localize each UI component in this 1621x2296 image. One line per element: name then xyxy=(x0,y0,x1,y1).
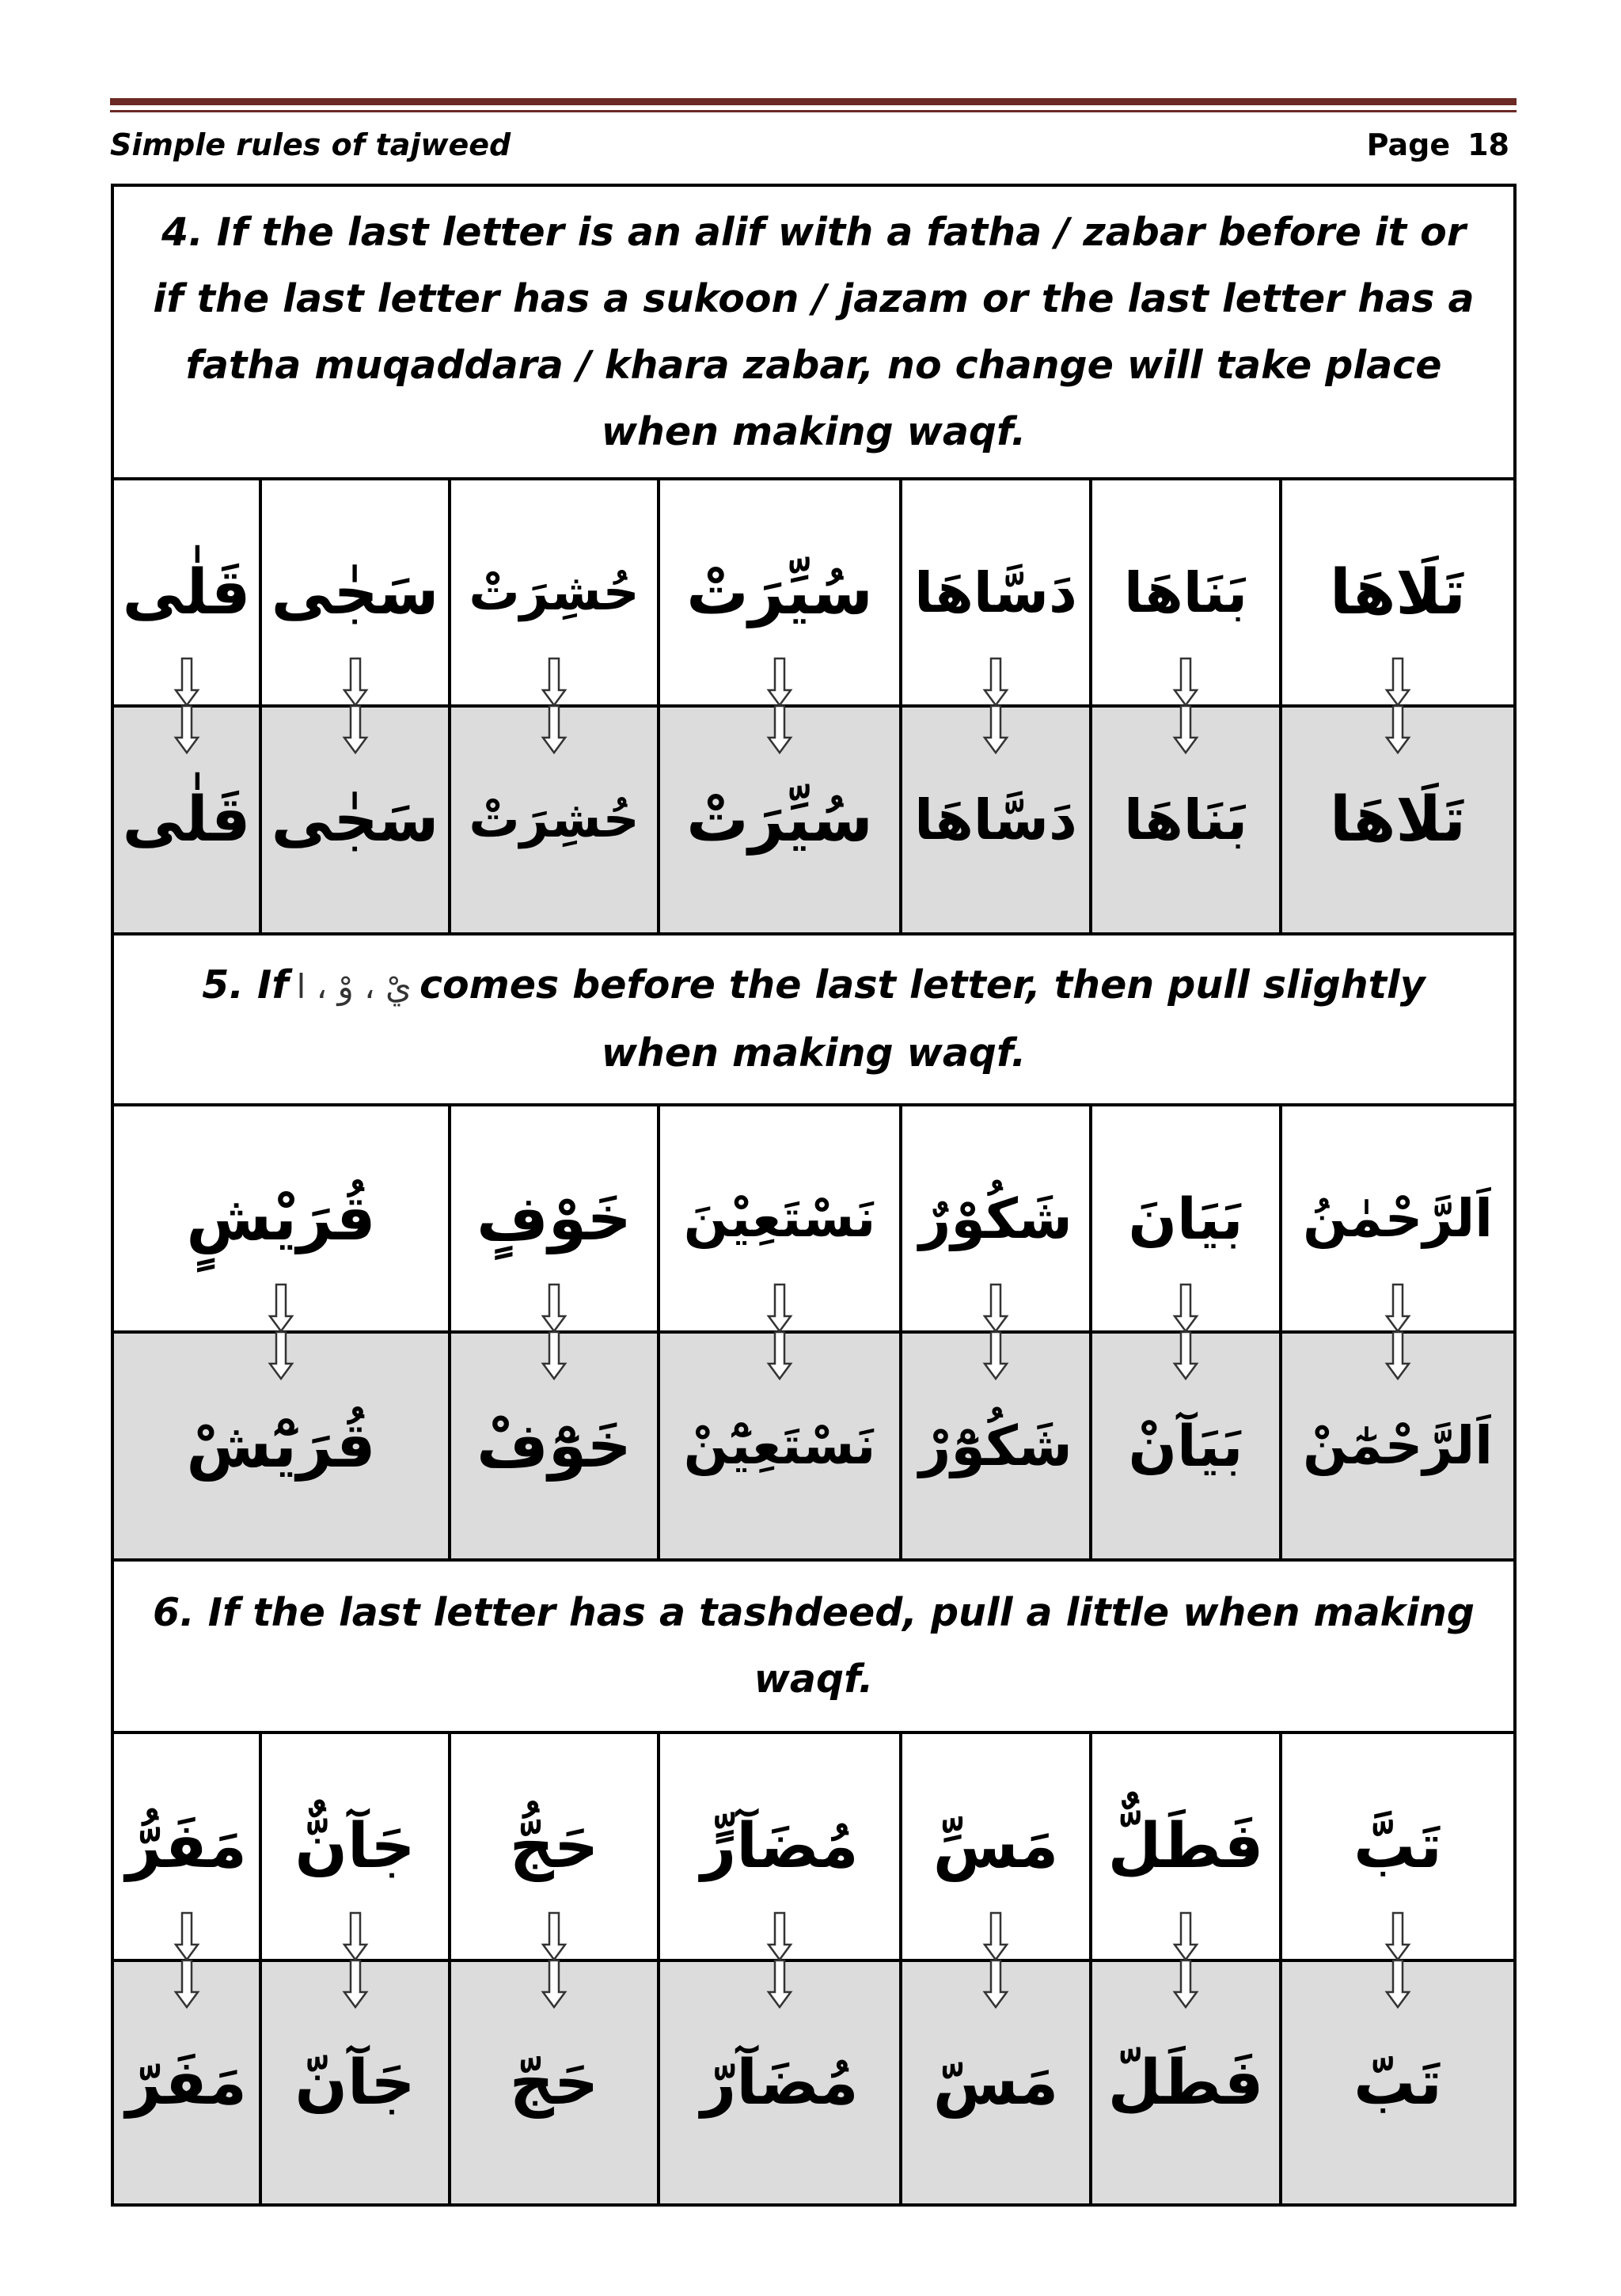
down-arrow-icon xyxy=(766,1959,793,2009)
arabic-word: شَكُوْرٌ xyxy=(919,1186,1072,1251)
arabic-word: حُشِرَتْ xyxy=(469,563,640,622)
down-arrow-icon xyxy=(982,1911,1009,1962)
arabic-word: مَفَرّ xyxy=(126,2047,247,2119)
down-arrow-icon xyxy=(268,1330,294,1381)
rule-5-heading xyxy=(114,932,1513,1106)
document-title: Simple rules of tajweed xyxy=(110,127,511,162)
arabic-word: دَسَّاهَا xyxy=(914,787,1077,852)
down-arrow-icon xyxy=(268,1283,294,1334)
word-cell xyxy=(660,708,902,932)
down-arrow-icon xyxy=(766,657,793,708)
long-vowel-letters: يْ ، وْ ، ا xyxy=(296,967,412,1006)
down-arrow-icon xyxy=(982,1283,1009,1334)
word-cell xyxy=(902,480,1092,704)
arabic-word: فَطَلٌّ xyxy=(1107,1811,1264,1882)
rule-5-examples-before xyxy=(114,1106,1513,1334)
word-cell xyxy=(114,1106,451,1330)
arabic-word: نَسْتَعِيْٓنْ xyxy=(683,1415,876,1476)
rule-4-heading: 4. If the last letter is an alif with a fatha / zabar before it or if the last letter has a sukoon / jazam or the last letter has a fatha muqaddara / khara zabar, no change will take place when making waqf. xyxy=(114,187,1513,480)
page-indicator xyxy=(1367,124,1509,165)
arabic-word: حَجُّ xyxy=(509,1811,599,1882)
word-cell xyxy=(451,1106,660,1330)
arabic-word: نَسْتَعِيْنَ xyxy=(683,1187,876,1249)
arabic-word: بَنَاهَا xyxy=(1124,787,1247,852)
arabic-word: اَلرَّحْمٰنُ xyxy=(1303,1187,1493,1249)
down-arrow-icon xyxy=(541,657,568,708)
arabic-word: بَيَانَ xyxy=(1128,1185,1243,1252)
down-arrow-icon xyxy=(1172,1911,1199,1962)
down-arrow-icon xyxy=(982,657,1009,708)
down-arrow-icon xyxy=(1172,1283,1199,1334)
down-arrow-icon xyxy=(766,704,793,755)
rule-4-examples-after xyxy=(114,708,1513,932)
word-cell xyxy=(114,1334,451,1558)
word-cell xyxy=(114,1734,262,1959)
down-arrow-icon xyxy=(1172,657,1199,708)
word-cell xyxy=(660,1734,902,1959)
word-cell xyxy=(1092,1734,1282,1959)
arabic-word: بَيَآنْ xyxy=(1128,1413,1243,1479)
word-cell xyxy=(262,1962,451,2203)
arabic-word: تَبَّ xyxy=(1353,1811,1442,1882)
word-cell xyxy=(114,1962,262,2203)
down-arrow-icon xyxy=(1172,1959,1199,2009)
word-cell xyxy=(262,1734,451,1959)
arabic-word: تَلَاهَا xyxy=(1330,784,1466,856)
arabic-word: مَفَرُّ xyxy=(126,1811,247,1882)
word-cell xyxy=(1092,1962,1282,2203)
word-cell xyxy=(1282,708,1513,932)
arabic-word: تَبّ xyxy=(1353,2047,1442,2119)
arabic-word: مَسِّ xyxy=(932,1811,1059,1882)
word-cell xyxy=(660,1334,902,1558)
down-arrow-icon xyxy=(342,657,369,708)
word-cell xyxy=(451,1962,660,2203)
arabic-word: شَكُوْٓرْ xyxy=(919,1414,1072,1478)
word-cell xyxy=(660,480,902,704)
down-arrow-icon xyxy=(982,704,1009,755)
down-arrow-icon xyxy=(541,1330,568,1381)
word-cell xyxy=(1282,480,1513,704)
down-arrow-icon xyxy=(766,1911,793,1962)
arabic-word: قُرَيْشٍ xyxy=(186,1182,376,1254)
header-rule-thin xyxy=(110,110,1517,112)
word-cell xyxy=(902,1334,1092,1558)
rule-4-examples-before xyxy=(114,480,1513,708)
arabic-word: سُيِّرَتْ xyxy=(686,556,873,628)
word-cell xyxy=(262,708,451,932)
word-cell xyxy=(262,480,451,704)
word-cell xyxy=(1282,1734,1513,1959)
arabic-word: مَسّ xyxy=(932,2047,1059,2119)
down-arrow-icon xyxy=(1384,1283,1411,1334)
down-arrow-icon xyxy=(541,1959,568,2009)
arabic-word: اَلرَّحْمٰٓنْ xyxy=(1303,1415,1493,1476)
page-label: Page xyxy=(1366,127,1451,162)
word-cell xyxy=(902,1962,1092,2203)
down-arrow-icon xyxy=(342,1959,369,2009)
word-cell xyxy=(1092,708,1282,932)
down-arrow-icon xyxy=(173,1911,200,1962)
down-arrow-icon xyxy=(342,704,369,755)
down-arrow-icon xyxy=(766,1330,793,1381)
word-cell xyxy=(1092,1334,1282,1558)
arabic-word: جَآنٌّ xyxy=(294,1811,416,1882)
word-cell xyxy=(451,708,660,932)
word-cell xyxy=(1092,1106,1282,1330)
down-arrow-icon xyxy=(982,1330,1009,1381)
down-arrow-icon xyxy=(173,704,200,755)
word-cell xyxy=(114,708,262,932)
arabic-word: مُضَآرّ xyxy=(700,2047,859,2119)
rule-5-examples-after xyxy=(114,1334,1513,1558)
arabic-word: قَلٰى xyxy=(122,556,251,628)
word-cell xyxy=(114,480,262,704)
arabic-word: سَجٰى xyxy=(271,784,439,856)
arabic-word: حَجّ xyxy=(509,2047,599,2119)
rule-6-examples-after xyxy=(114,1962,1513,2203)
down-arrow-icon xyxy=(1384,1959,1411,2009)
word-cell xyxy=(1282,1334,1513,1558)
down-arrow-icon xyxy=(1384,704,1411,755)
arabic-word: تَلَاهَا xyxy=(1330,556,1466,628)
down-arrow-icon xyxy=(541,1283,568,1334)
word-cell xyxy=(1282,1106,1513,1330)
word-cell xyxy=(902,708,1092,932)
word-cell xyxy=(902,1106,1092,1330)
down-arrow-icon xyxy=(1172,1330,1199,1381)
arabic-word: فَطَلّ xyxy=(1107,2047,1264,2119)
arabic-word: بَنَاهَا xyxy=(1124,560,1247,625)
page-number: 18 xyxy=(1467,127,1509,162)
down-arrow-icon xyxy=(766,1283,793,1334)
word-cell xyxy=(451,1734,660,1959)
word-cell xyxy=(1282,1962,1513,2203)
word-cell xyxy=(902,1734,1092,1959)
arabic-word: سَجٰى xyxy=(271,556,439,628)
down-arrow-icon xyxy=(173,657,200,708)
header-rule-thick xyxy=(110,98,1517,105)
arabic-word: سُيِّرَتْ xyxy=(686,784,873,856)
down-arrow-icon xyxy=(173,1959,200,2009)
down-arrow-icon xyxy=(541,1911,568,1962)
arabic-word: قُرَيْٓشْ xyxy=(186,1410,376,1482)
down-arrow-icon xyxy=(1384,1330,1411,1381)
arabic-word: قَلٰى xyxy=(122,784,251,856)
down-arrow-icon xyxy=(541,704,568,755)
down-arrow-icon xyxy=(342,1911,369,1962)
arabic-word: دَسَّاهَا xyxy=(914,560,1077,625)
arabic-word: جَآنّ xyxy=(294,2047,416,2119)
down-arrow-icon xyxy=(1384,657,1411,708)
arabic-word: مُضَآرٍّ xyxy=(700,1811,859,1882)
word-cell xyxy=(451,480,660,704)
word-cell xyxy=(451,1334,660,1558)
arabic-word: خَوْٓفْ xyxy=(476,1410,632,1482)
rule-5-prefix: 5. If xyxy=(202,962,289,1008)
rules-table xyxy=(111,184,1517,2207)
arabic-word: حُشِرَتْ xyxy=(469,791,640,849)
word-cell xyxy=(1092,480,1282,704)
rule-6-heading: 6. If the last letter has a tashdeed, pull a little when making waqf. xyxy=(114,1558,1513,1734)
word-cell xyxy=(660,1106,902,1330)
down-arrow-icon xyxy=(982,1959,1009,2009)
down-arrow-icon xyxy=(1384,1911,1411,1962)
down-arrow-icon xyxy=(1172,704,1199,755)
rule-5-suffix: comes before the last letter, then pull slightly when making waqf. xyxy=(419,962,1425,1076)
word-cell xyxy=(660,1962,902,2203)
arabic-word: خَوْفٍ xyxy=(476,1182,632,1254)
rule-6-examples-before xyxy=(114,1734,1513,1962)
